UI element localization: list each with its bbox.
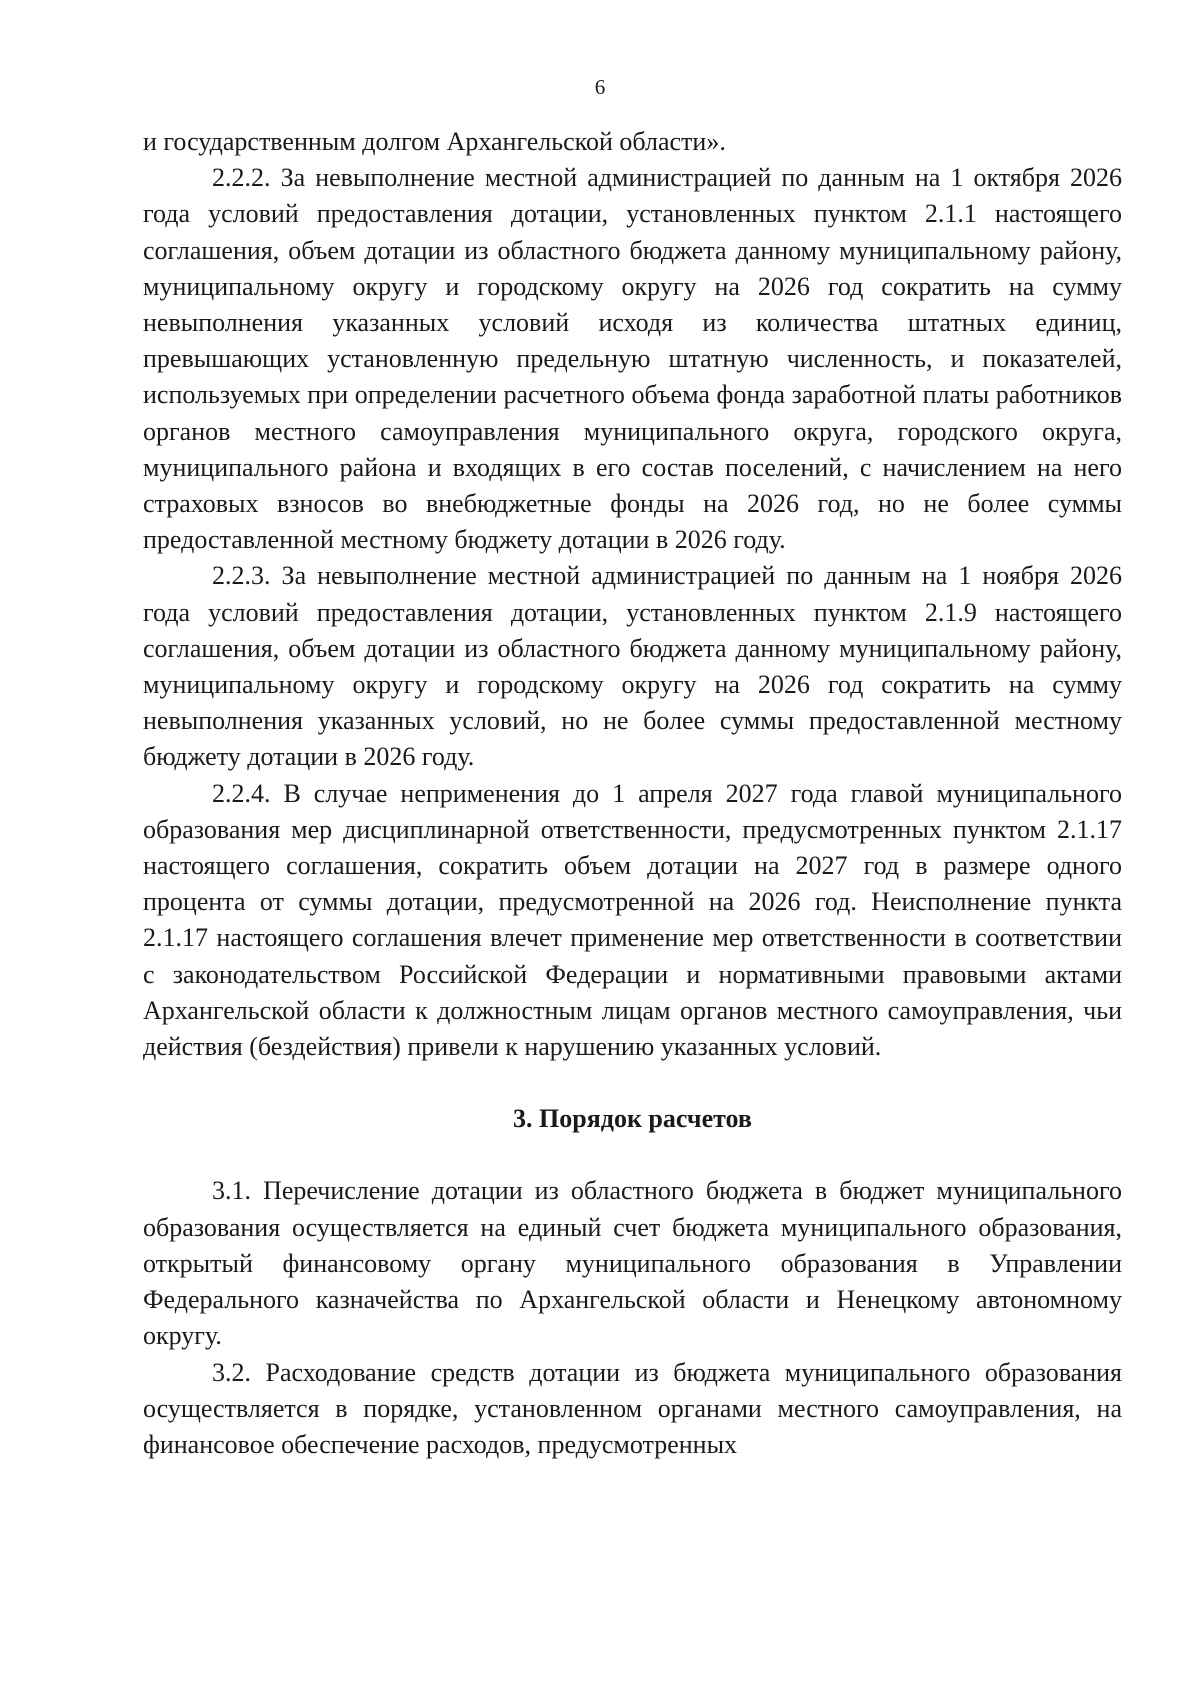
section-heading: 3. Порядок расчетов: [513, 1104, 752, 1134]
page-number: 6: [594, 75, 606, 99]
paragraph-continuation: и государственным долгом Архангельской области».: [143, 127, 726, 156]
paragraph-3-2: 3.2. Расходование средств дотации из бюджета муниципального образования осуществляется в порядке, установленном органами местного самоуправления, на финансовое обеспечение расходов, предусмотренных: [143, 1357, 1122, 1459]
paragraph-3-1: 3.1. Перечисление дотации из областного бюджета в бюджет муниципального образования осуществляется на единый счет бюджета муниципального образования, открытый финансовому органу муниципального образования в Управлении Федерального казначейства по Архангельской области и Ненецкому автономному округу.: [143, 1176, 1122, 1351]
paragraph-2-2-3: 2.2.3. За невыполнение местной администрацией по данным на 1 ноября 2026 года условий предоставления дотации, установленных пунктом 2.1.9 настоящего соглашения, объем дотации из областного бюджета данному муниципальному району, муниципальному округу и городскому округу на 2026 год сократить на сумму невыполнения указанных условий, но не более суммы предоставленной местному бюджету дотации в 2026 году.: [143, 561, 1122, 772]
paragraph-2-2-2: 2.2.2. За невыполнение местной администрацией по данным на 1 октября 2026 года условий предоставления дотации, установленных пунктом 2.1.1 настоящего соглашения, объем дотации из областного бюджета данному муниципальному району, муниципальному округу и городскому округу на 2026 год сократить на сумму невыполнения указанных условий исходя из количества штатных единиц, превышающих установленную предельную штатную численность, и показателей, используемых при определении расчетного объема фонда заработной платы работников органов местного самоуправления муниципального округа, городского округа, муниципального района и входящих в его состав поселений, с начислением на него страховых взносов во внебюджетные фонды на 2026 год, но не более суммы предоставленной местному бюджету дотации в 2026 году.: [143, 163, 1122, 555]
document-body: [143, 124, 1122, 1463]
paragraph-2-2-4: 2.2.4. В случае неприменения до 1 апреля 2027 года главой муниципального образования мер дисциплинарной ответственности, предусмотренных пунктом 2.1.17 настоящего соглашения, сократить объем дотации на 2027 год в размере одного процента от суммы дотации, предусмотренной на 2026 год. Неисполнение пункта 2.1.17 настоящего соглашения влечет применение мер ответственности в соответствии с законодательством Российской Федерации и нормативными правовыми актами Архангельской области к должностным лицам органов местного самоуправления, чьи действия (бездействия) привели к нарушению указанных условий.: [143, 778, 1122, 1062]
